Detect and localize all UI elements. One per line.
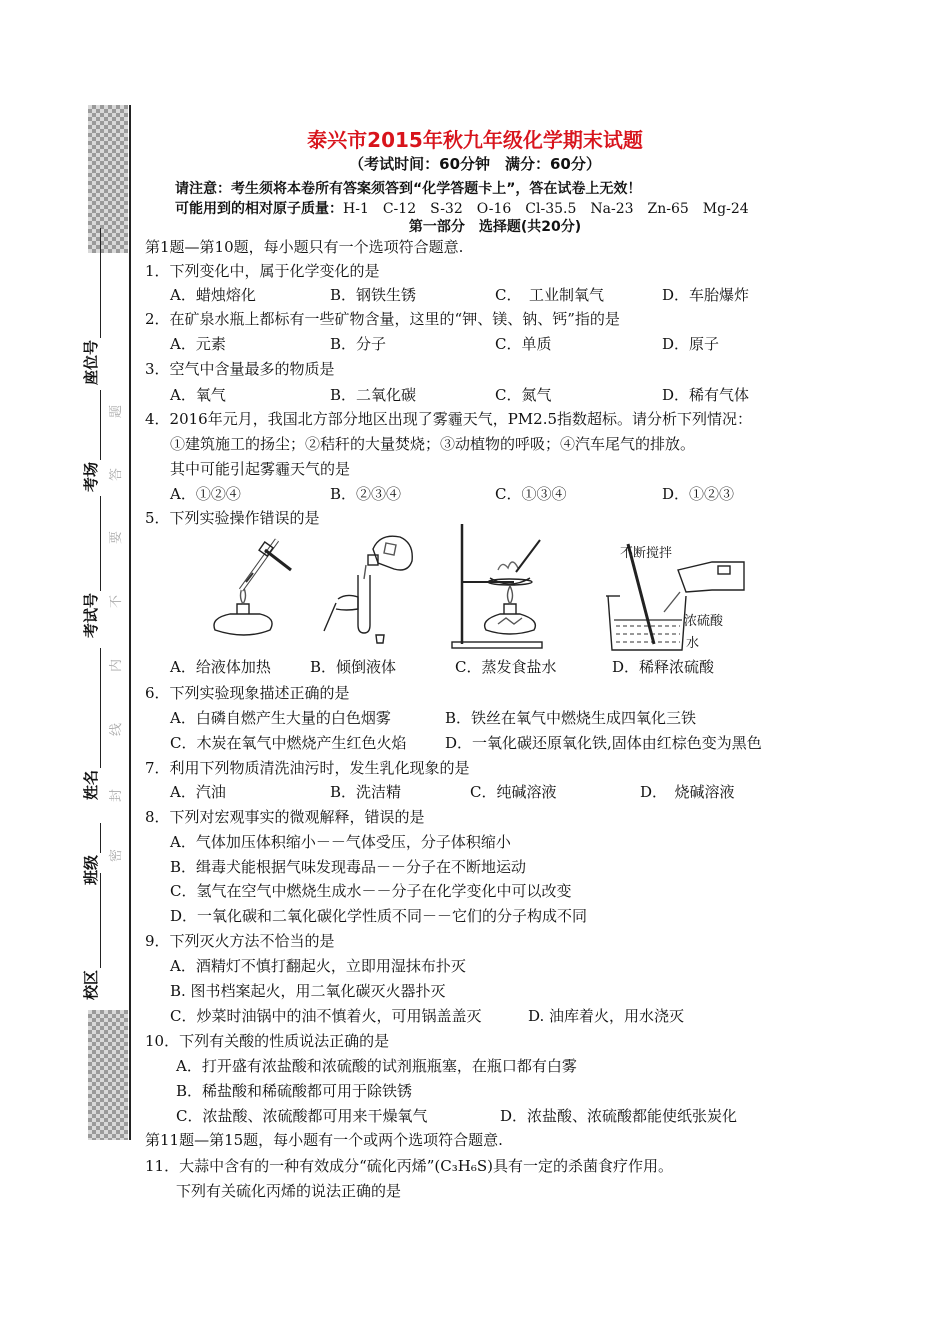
option: A．汽油 [170,783,226,801]
question-stem: 5．下列实验操作错误的是 [145,509,320,527]
question-stem: 3．空气中含量最多的物质是 [145,360,335,378]
option: C．浓盐酸、浓硫酸都可用来干燥氧气 [176,1107,428,1125]
figure-evaporation [450,520,560,652]
atomic-masses-label: 可能用到的相对原子质量： [175,201,343,217]
option: D．浓盐酸、浓硫酸都能使纸张炭化 [500,1107,738,1125]
option: B．②③④ [330,485,402,503]
option: B．稀盐酸和稀硫酸都可用于除铁锈 [176,1082,413,1100]
seal-char: 内 [109,658,125,673]
question-stem: 6．下列实验现象描述正确的是 [145,684,350,702]
seal-char: 密 [109,848,125,863]
option: C．蒸发食盐水 [455,658,557,676]
option: C．①③④ [495,485,567,503]
option: D．稀有气体 [662,386,750,404]
option: D．原子 [662,335,720,353]
seal-char: 要 [109,530,125,545]
option: B．倾倒液体 [310,658,397,676]
option: A．蜡烛熔化 [170,286,256,304]
figure-label-stir: 不断搅拌 [620,546,673,561]
section-instruction: 第11题—第15题，每小题有一个或两个选项符合题意. [145,1131,503,1149]
option: B．分子 [330,335,387,353]
page-title: 泰兴市2015年秋九年级化学期末试题 [307,128,643,152]
option: B．钢铁生锈 [330,286,417,304]
option: B．铁丝在氧气中燃烧生成四氧化三铁 [445,709,697,727]
option: B．洗洁精 [330,783,402,801]
question-stem: 9．下列灭火方法不恰当的是 [145,932,335,950]
question-stem: 2．在矿泉水瓶上都标有一些矿物含量，这里的“钾、镁、钠、钙”指的是 [145,310,620,328]
option: A．气体加压体积缩小－－气体受压，分子体积缩小 [170,833,511,851]
field-seat-number: 座位号 [80,228,101,385]
option: B．二氧化碳 [330,386,417,404]
figure-heating-liquid [205,530,295,648]
exam-info: （考试时间：60分钟 满分：60分） [349,155,601,173]
section-instruction: 第1题—第10题，每小题只有一个选项符合题意. [145,238,464,256]
field-exam-number: 考试号 [80,496,101,638]
question-stem: 1．下列变化中，属于化学变化的是 [145,262,380,280]
option: A．打开盛有浓盐酸和浓硫酸的试剂瓶瓶塞，在瓶口都有白雾 [176,1057,577,1075]
question-stem: 10．下列有关酸的性质说法正确的是 [145,1032,390,1050]
figure-diluting-acid [600,540,750,652]
option: D．一氧化碳和二氧化碳化学性质不同－－它们的分子构成不同 [170,907,588,925]
option: A．①②④ [170,485,241,503]
option: A．给液体加热 [170,658,271,676]
question-text: 其中可能引起雾霾天气的是 [170,460,351,478]
option: C．氢气在空气中燃烧生成水－－分子在化学变化中可以改变 [170,882,572,900]
option: D．稀释浓硫酸 [612,658,715,676]
field-campus: 校区 [80,873,101,1000]
seal-char: 封 [109,788,125,803]
question-stem: 11．大蒜中含有的一种有效成分“硫化丙烯”(C₃H₆S)具有一定的杀菌食疗作用。 [145,1157,673,1175]
option: D． 烧碱溶液 [640,783,735,801]
question-text: 下列有关硫化丙烯的说法正确的是 [176,1182,402,1200]
atomic-masses-values: H-1 C-12 S-32 O-16 Cl-35.5 Na-23 Zn-65 Mg-24 [343,201,749,217]
seal-char: 线 [109,722,125,737]
option: C．炒菜时油锅中的油不慎着火，可用锅盖盖灭 [170,1007,482,1025]
option: C．纯碱溶液 [470,783,557,801]
option: D．一氧化碳还原氧化铁,固体由红棕色变为黑色 [445,734,762,752]
question-stem: 8．下列对宏观事实的微观解释，错误的是 [145,808,425,826]
option: A．酒精灯不慎打翻起火，立即用湿抹布扑灭 [170,957,466,975]
option: A．白磷自燃产生大量的白色烟雾 [170,709,391,727]
field-class: 班级 [80,823,101,885]
binding-line [129,105,131,1140]
option: C．单质 [495,335,552,353]
option: C．氮气 [495,386,552,404]
question-text: ①建筑施工的扬尘；②秸秆的大量焚烧；③动植物的呼吸；④汽车尾气的排放。 [170,435,696,453]
seal-char: 不 [109,594,125,609]
field-exam-room: 考场 [80,390,101,492]
option: C．木炭在氧气中燃烧产生红色火焰 [170,734,407,752]
question-stem: 4．2016年元月，我国北方部分地区出现了雾霾天气，PM2.5指数超标。请分析下列情况： [145,410,753,428]
option: D. 油库着火，用水浇灭 [528,1007,685,1025]
notice: 请注意：考生须将本卷所有答案须答到“化学答题卡上”，答在试卷上无效！ [175,181,642,197]
atomic-masses [175,198,749,218]
option: D．车胎爆炸 [662,286,750,304]
figure-pouring-liquid [318,527,418,645]
figure-label-water: 水 [686,636,700,651]
option: B. 图书档案起火，用二氧化碳灭火器扑灭 [170,982,446,1000]
option: B．缉毒犬能根据气味发现毒品－－分子在不断地运动 [170,858,527,876]
option: D．①②③ [662,485,735,503]
option: A．氧气 [170,386,226,404]
seal-char: 答 [109,467,125,482]
figure-label-acid: 浓硫酸 [684,614,724,629]
binding-margin [0,0,140,1344]
question-stem: 7．利用下列物质清洗油污时，发生乳化现象的是 [145,759,470,777]
seal-char: 题 [109,404,125,419]
option: A．元素 [170,335,226,353]
checker-pattern-bottom [88,1010,128,1140]
option: C． 工业制氧气 [495,286,604,304]
part-heading: 第一部分 选择题(共20分) [408,219,582,235]
field-name: 姓名 [80,648,101,800]
